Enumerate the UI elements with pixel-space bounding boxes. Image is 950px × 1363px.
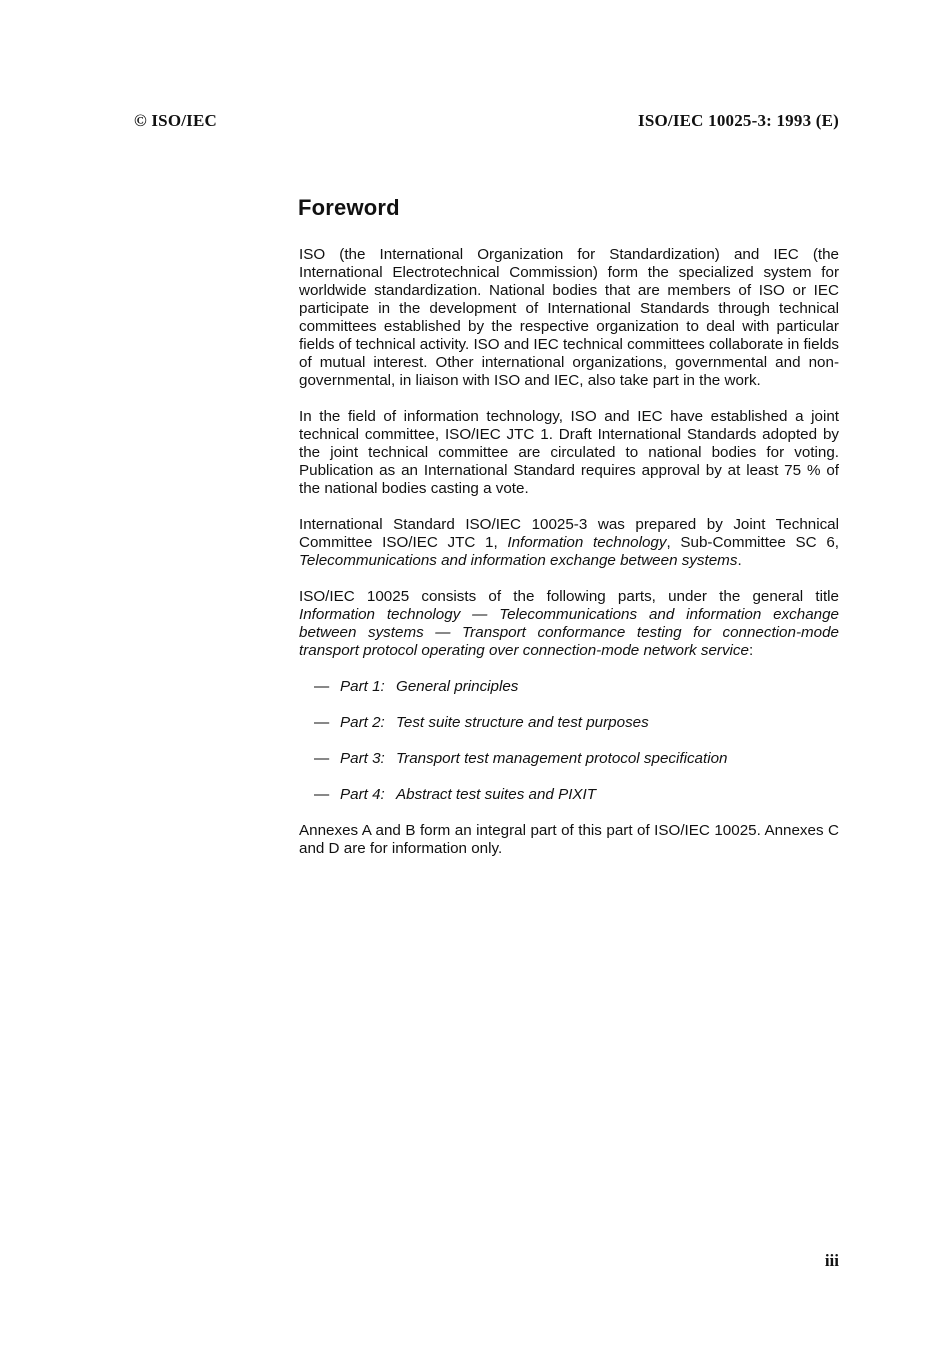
list-item xyxy=(314,714,839,732)
list-item xyxy=(314,786,839,804)
part-label: Part 1: xyxy=(340,678,385,695)
paragraph-iso-iec-intro: ISO (the International Organization for Standardization) and IEC (the International Electrotechnical Commission) form the specialized system for worldwide standardization. National bodies that are members of ISO or IEC participate in the development of International Standards through technical committees established by the respective organization to deal with particular fields of technical activity. ISO and IEC technical committees collaborate in fields of mutual interest. Other international organizations, governmental and non-governmental, in liaison with ISO and IEC, also take part in the work. xyxy=(299,246,839,389)
part-label: Part 4: xyxy=(340,786,385,803)
parts-intro-end: : xyxy=(748,642,754,659)
paragraph-prepared-by xyxy=(299,516,839,570)
general-title: Information technology — Telecommunications and information exchange between systems — Transport conformance testing for connection-mode transport protocol operating over connection-mode network service xyxy=(299,606,839,659)
parts-list xyxy=(299,678,839,804)
header-standard-id: ISO/IEC 10025-3: 1993 (E) xyxy=(638,111,839,130)
part-title: Transport test management protocol specification xyxy=(396,750,728,767)
dash-marker: — xyxy=(314,678,330,695)
page-number: iii xyxy=(824,1251,839,1270)
prepared-by-committee-title: Information technology xyxy=(507,534,667,551)
parts-intro-text: ISO/IEC 10025 consists of the following parts, under the general title xyxy=(299,588,839,605)
list-item xyxy=(314,750,839,768)
prepared-by-text: International Standard ISO/IEC 10025-3 was prepared by Joint Technical Committee ISO/IEC JTC 1, xyxy=(299,516,839,551)
foreword-body xyxy=(299,246,839,876)
dash-marker: — xyxy=(314,786,330,803)
page-title: Foreword xyxy=(298,195,400,220)
paragraph-annexes: Annexes A and B form an integral part of this part of ISO/IEC 10025. Annexes C and D are for information only. xyxy=(299,822,839,857)
header-copyright: © ISO/IEC xyxy=(134,111,217,130)
prepared-by-end: . xyxy=(737,552,742,569)
part-label: Part 3: xyxy=(340,750,385,767)
part-title: Abstract test suites and PIXIT xyxy=(396,786,597,803)
prepared-by-subcommittee-title: Telecommunications and information exchange between systems xyxy=(299,552,738,569)
dash-marker: — xyxy=(314,714,330,731)
part-title: Test suite structure and test purposes xyxy=(396,714,649,731)
part-title: General principles xyxy=(396,678,519,695)
paragraph-jtc1: In the field of information technology, ISO and IEC have established a joint technical committee, ISO/IEC JTC 1. Draft International Standards adopted by the joint technical committee are circulated to national bodies for voting. Publication as an International Standard requires approval by at least 75 % of the national bodies casting a vote. xyxy=(299,408,839,497)
prepared-by-subcommittee: , Sub-Committee SC 6, xyxy=(666,534,839,551)
paragraph-parts-intro xyxy=(299,588,839,660)
list-item xyxy=(314,678,839,696)
part-label: Part 2: xyxy=(340,714,385,731)
dash-marker: — xyxy=(314,750,330,767)
